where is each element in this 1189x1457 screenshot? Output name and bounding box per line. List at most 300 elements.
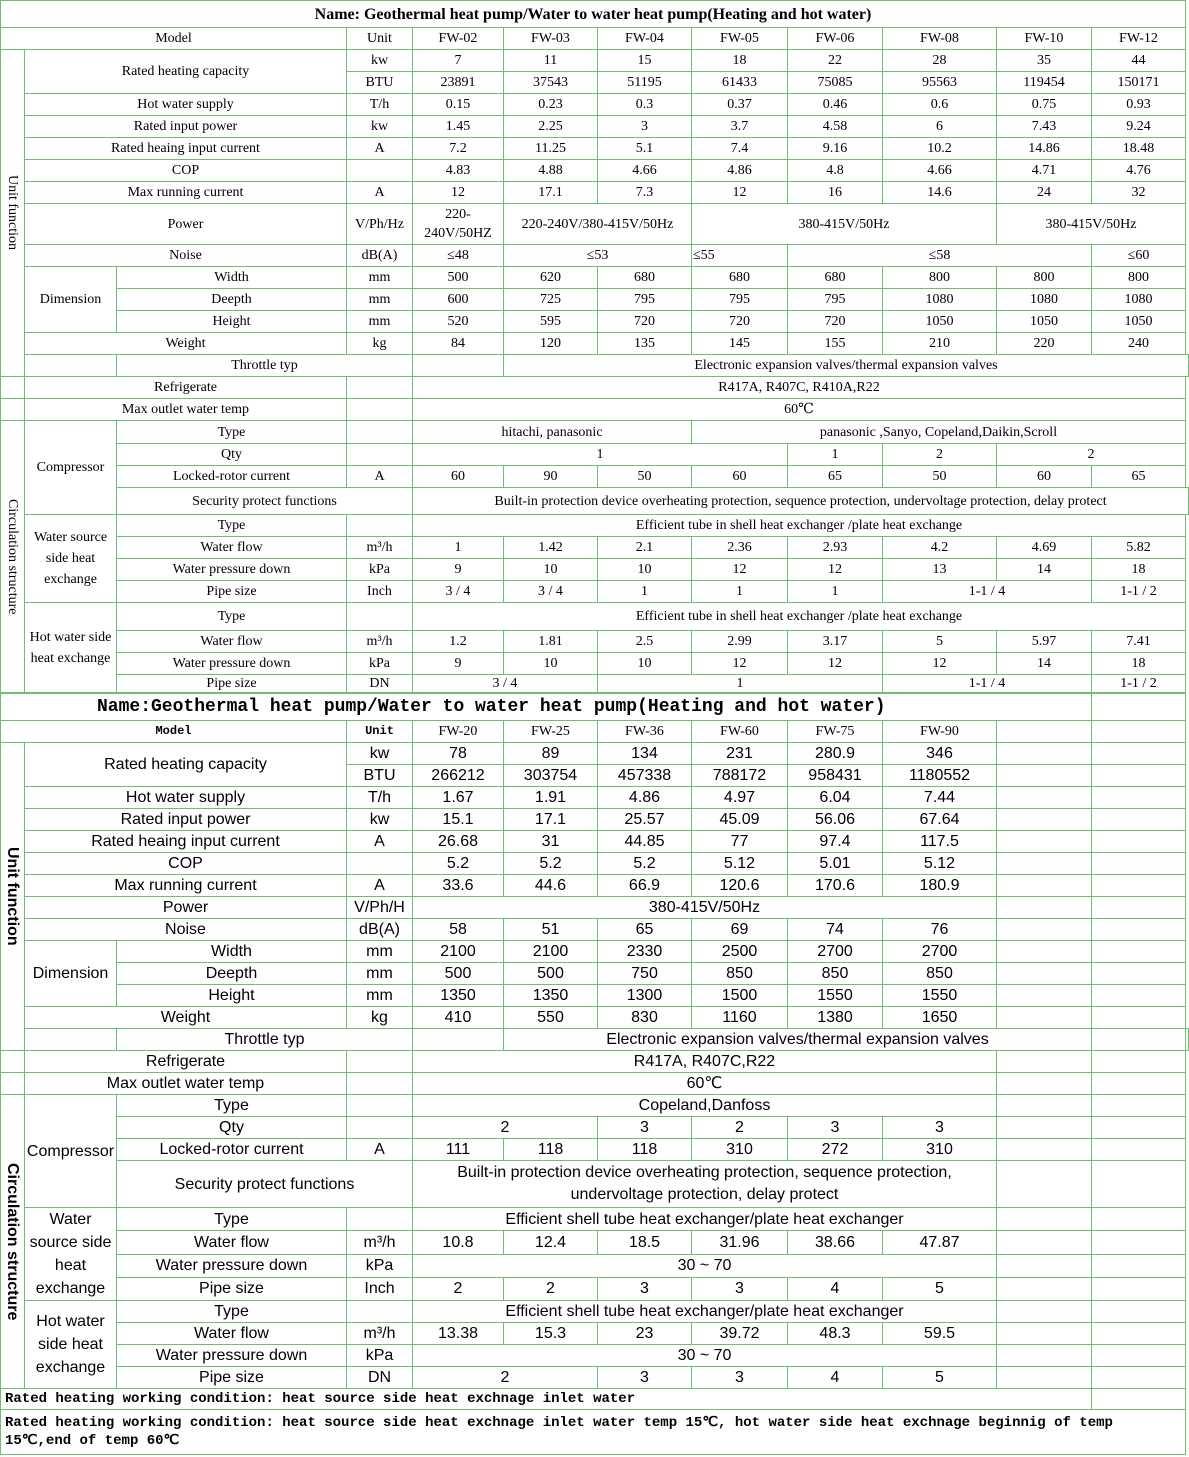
row-label: Max running current bbox=[25, 182, 347, 204]
unit-cell: m³/h bbox=[347, 1231, 413, 1254]
unit-cell: kPa bbox=[347, 559, 413, 581]
value-cell: 7.44 bbox=[883, 787, 997, 809]
value-cell: 210 bbox=[883, 333, 997, 355]
value-cell: 10 bbox=[598, 653, 692, 675]
value-cell: 22 bbox=[788, 50, 883, 72]
value-cell: 2330 bbox=[598, 941, 692, 963]
value-cell: 1350 bbox=[413, 985, 504, 1007]
value-cell: 1 bbox=[692, 581, 788, 603]
row-label: Power bbox=[25, 897, 347, 919]
value-cell: 15 bbox=[598, 50, 692, 72]
value-cell: 0.46 bbox=[788, 94, 883, 116]
value-cell: 89 bbox=[504, 743, 598, 765]
value-cell: 15.1 bbox=[413, 809, 504, 831]
value-cell: 1160 bbox=[692, 1007, 788, 1029]
row-label: Water pressure down bbox=[117, 1254, 347, 1277]
value-cell: 23 bbox=[598, 1323, 692, 1345]
value-cell: 10.8 bbox=[413, 1231, 504, 1254]
value-cell: 48.3 bbox=[788, 1323, 883, 1345]
value-cell: 500 bbox=[413, 963, 504, 985]
value-cell: 800 bbox=[997, 267, 1092, 289]
value-cell: 4.71 bbox=[997, 160, 1092, 182]
unit-cell: kg bbox=[347, 1007, 413, 1029]
btu-value: 788172 bbox=[692, 765, 788, 787]
value-cell: 12 bbox=[788, 653, 883, 675]
row-label-hot-water: Hot water side heat exchange bbox=[25, 1301, 117, 1389]
value-cell: 28 bbox=[883, 50, 997, 72]
value-cell: 51 bbox=[504, 919, 598, 941]
row-label: Weight bbox=[25, 333, 347, 355]
value-cell: 9 bbox=[413, 653, 504, 675]
row-label: Pipe size bbox=[117, 1277, 347, 1300]
value-cell: 35 bbox=[997, 50, 1092, 72]
value-cell: ≤55 bbox=[692, 245, 788, 267]
value-cell: 10 bbox=[598, 559, 692, 581]
value-cell: 4.8 bbox=[788, 160, 883, 182]
btu-value: 303754 bbox=[504, 765, 598, 787]
row-label: Max outlet water temp bbox=[25, 1073, 347, 1095]
value-cell: 4 bbox=[788, 1277, 883, 1300]
btu-value: 23891 bbox=[413, 72, 504, 94]
value-cell: 680 bbox=[788, 267, 883, 289]
value-cell: 18.48 bbox=[1092, 138, 1186, 160]
value-cell: 410 bbox=[413, 1007, 504, 1029]
row-label: Refrigerate bbox=[25, 1051, 347, 1073]
value-cell: 3 / 4 bbox=[413, 581, 504, 603]
value-cell: 13.38 bbox=[413, 1323, 504, 1345]
row-label: Throttle typ bbox=[117, 355, 413, 377]
row-label: Throttle typ bbox=[117, 1029, 413, 1051]
btu-value: 266212 bbox=[413, 765, 504, 787]
value-cell: 1080 bbox=[997, 289, 1092, 311]
value-cell: 50 bbox=[883, 466, 997, 488]
unit-cell: T/h bbox=[347, 787, 413, 809]
value-cell: 56.06 bbox=[788, 809, 883, 831]
value-cell: 3 bbox=[692, 1277, 788, 1300]
value-cell: 14 bbox=[997, 653, 1092, 675]
value-cell: 795 bbox=[692, 289, 788, 311]
value-cell: 0.75 bbox=[997, 94, 1092, 116]
value-cell: 25.57 bbox=[598, 809, 692, 831]
unit-cell: dB(A) bbox=[347, 245, 413, 267]
value-cell: 5.2 bbox=[413, 853, 504, 875]
value-cell: 1.81 bbox=[504, 631, 598, 653]
value-cell: 795 bbox=[598, 289, 692, 311]
unit-cell: kPa bbox=[347, 653, 413, 675]
value-cell: 76 bbox=[883, 919, 997, 941]
value-cell: 2100 bbox=[413, 941, 504, 963]
value-cell: 4 bbox=[788, 1367, 883, 1389]
btu-value: 958431 bbox=[788, 765, 883, 787]
value-cell: 3 / 4 bbox=[504, 581, 598, 603]
value-cell: 6 bbox=[883, 116, 997, 138]
value-cell: 750 bbox=[598, 963, 692, 985]
value-cell: R417A, R407C,R22 bbox=[413, 1051, 997, 1073]
value-cell: 7.41 bbox=[1092, 631, 1186, 653]
row-label: Height bbox=[117, 985, 347, 1007]
value-cell: Built-in protection device overheating protection, sequence protection, undervoltage protection, delay protect bbox=[413, 1161, 997, 1208]
value-cell: 118 bbox=[598, 1139, 692, 1161]
value-cell: 7.3 bbox=[598, 182, 692, 204]
value-cell: 220-240V/50HZ bbox=[413, 204, 504, 245]
value-cell: 13 bbox=[883, 559, 997, 581]
value-cell: 11.25 bbox=[504, 138, 598, 160]
value-cell: 155 bbox=[788, 333, 883, 355]
value-cell: 12 bbox=[692, 653, 788, 675]
value-cell: 1650 bbox=[883, 1007, 997, 1029]
value-cell: 5.82 bbox=[1092, 537, 1186, 559]
row-label-dimension: Dimension bbox=[25, 941, 117, 1007]
value-cell: ≤58 bbox=[788, 245, 1092, 267]
value-cell: 17.1 bbox=[504, 182, 598, 204]
value-cell: 5 bbox=[883, 631, 997, 653]
note-full: Rated heating working condition: heat source side heat exchnage inlet water temp 15℃, hot water side heat exchnage beginnig of temp 15℃,end of temp 60℃ bbox=[1, 1410, 1186, 1455]
value-cell: 18.5 bbox=[598, 1231, 692, 1254]
unit-cell: kw bbox=[347, 743, 413, 765]
row-label: Type bbox=[117, 1095, 347, 1117]
row-label: Rated heaing input current bbox=[25, 831, 347, 853]
value-cell: 4.97 bbox=[692, 787, 788, 809]
model-col: FW-05 bbox=[692, 28, 788, 50]
btu-value: 37543 bbox=[504, 72, 598, 94]
model-col: FW-90 bbox=[883, 721, 997, 743]
unit-cell: kPa bbox=[347, 1345, 413, 1367]
value-cell: 2.99 bbox=[692, 631, 788, 653]
unit-cell: A bbox=[347, 182, 413, 204]
value-cell: 500 bbox=[504, 963, 598, 985]
value-cell: 12 bbox=[692, 182, 788, 204]
value-cell: 231 bbox=[692, 743, 788, 765]
value-cell: 1-1 / 4 bbox=[883, 581, 1092, 603]
value-cell: 850 bbox=[692, 963, 788, 985]
value-cell: panasonic ,Sanyo, Copeland,Daikin,Scroll bbox=[692, 421, 1186, 444]
value-cell: 595 bbox=[504, 311, 598, 333]
value-cell: 1.42 bbox=[504, 537, 598, 559]
value-cell: 1550 bbox=[883, 985, 997, 1007]
row-label: Power bbox=[25, 204, 347, 245]
value-cell: 380-415V/50Hz bbox=[997, 204, 1186, 245]
value-cell: 111 bbox=[413, 1139, 504, 1161]
btu-value: 457338 bbox=[598, 765, 692, 787]
value-cell: Efficient tube in shell heat exchanger /plate heat exchange bbox=[413, 515, 1186, 537]
unit-cell: BTU bbox=[347, 72, 413, 94]
unit-cell: m³/h bbox=[347, 537, 413, 559]
row-label: Security protect functions bbox=[117, 488, 413, 515]
row-label: Hot water supply bbox=[25, 787, 347, 809]
section-circulation-structure: Circulation structure bbox=[1, 1095, 25, 1389]
value-cell: 58 bbox=[413, 919, 504, 941]
btu-value: 1180552 bbox=[883, 765, 997, 787]
value-cell: 4.83 bbox=[413, 160, 504, 182]
row-label: Refrigerate bbox=[25, 377, 347, 399]
unit-cell: A bbox=[347, 875, 413, 897]
value-cell: 0.93 bbox=[1092, 94, 1186, 116]
btu-value: 119454 bbox=[997, 72, 1092, 94]
value-cell: 600 bbox=[413, 289, 504, 311]
value-cell: 30 ~ 70 bbox=[413, 1254, 997, 1277]
unit-cell: DN bbox=[347, 1367, 413, 1389]
value-cell: 60℃ bbox=[413, 399, 1186, 421]
value-cell: 10 bbox=[504, 559, 598, 581]
value-cell: 97.4 bbox=[788, 831, 883, 853]
value-cell: 3 bbox=[788, 1117, 883, 1139]
unit-cell: m³/h bbox=[347, 631, 413, 653]
unit-cell: A bbox=[347, 466, 413, 488]
value-cell: 4.2 bbox=[883, 537, 997, 559]
value-cell: 117.5 bbox=[883, 831, 997, 853]
row-label: Water pressure down bbox=[117, 653, 347, 675]
row-label: Water flow bbox=[117, 537, 347, 559]
value-cell: 725 bbox=[504, 289, 598, 311]
row-label: Hot water supply bbox=[25, 94, 347, 116]
value-cell: 720 bbox=[692, 311, 788, 333]
unit-cell bbox=[347, 853, 413, 875]
value-cell: 4.66 bbox=[883, 160, 997, 182]
unit-cell: V/Ph/Hz bbox=[347, 204, 413, 245]
value-cell: 4.86 bbox=[598, 787, 692, 809]
value-cell: 67.64 bbox=[883, 809, 997, 831]
table-1-title: Name: Geothermal heat pump/Water to water heat pump(Heating and hot water) bbox=[1, 1, 1186, 28]
row-label: Height bbox=[117, 311, 347, 333]
value-cell: 9.24 bbox=[1092, 116, 1186, 138]
value-cell: 120 bbox=[504, 333, 598, 355]
value-cell: 5.2 bbox=[504, 853, 598, 875]
value-cell: 2.1 bbox=[598, 537, 692, 559]
unit-cell: BTU bbox=[347, 765, 413, 787]
value-cell: 2 bbox=[997, 444, 1186, 466]
value-cell: 1.91 bbox=[504, 787, 598, 809]
value-cell: 12.4 bbox=[504, 1231, 598, 1254]
row-label: COP bbox=[25, 160, 347, 182]
value-cell: 1050 bbox=[1092, 311, 1186, 333]
btu-value: 75085 bbox=[788, 72, 883, 94]
value-cell: 272 bbox=[788, 1139, 883, 1161]
value-cell: 1 bbox=[598, 581, 692, 603]
value-cell: 4.69 bbox=[997, 537, 1092, 559]
value-cell: Efficient tube in shell heat exchanger /plate heat exchange bbox=[413, 603, 1186, 631]
value-cell: 2.5 bbox=[598, 631, 692, 653]
value-cell: 24 bbox=[997, 182, 1092, 204]
row-label: Qty bbox=[117, 1117, 347, 1139]
value-cell: 5.2 bbox=[598, 853, 692, 875]
model-col: FW-10 bbox=[997, 28, 1092, 50]
row-label: Locked-rotor current bbox=[117, 466, 347, 488]
value-cell: 38.66 bbox=[788, 1231, 883, 1254]
value-cell: 10 bbox=[504, 653, 598, 675]
unit-cell: A bbox=[347, 831, 413, 853]
row-label-compressor: Compressor bbox=[25, 1095, 117, 1208]
row-label: Water flow bbox=[117, 1231, 347, 1254]
row-label: Type bbox=[117, 1301, 347, 1323]
value-cell: 50 bbox=[598, 466, 692, 488]
value-cell: 3 / 4 bbox=[413, 675, 598, 693]
row-label: Pipe size bbox=[117, 1367, 347, 1389]
row-label: Noise bbox=[25, 919, 347, 941]
row-label: Type bbox=[117, 515, 347, 537]
value-cell: 4.88 bbox=[504, 160, 598, 182]
value-cell: 4.66 bbox=[598, 160, 692, 182]
value-cell: 2100 bbox=[504, 941, 598, 963]
value-cell: 17.1 bbox=[504, 809, 598, 831]
value-cell: 0.37 bbox=[692, 94, 788, 116]
value-cell: 60 bbox=[413, 466, 504, 488]
unit-cell: kw bbox=[347, 116, 413, 138]
unit-cell: mm bbox=[347, 311, 413, 333]
value-cell: 850 bbox=[883, 963, 997, 985]
value-cell: 2 bbox=[413, 1367, 598, 1389]
value-cell: 2 bbox=[883, 444, 997, 466]
btu-value: 61433 bbox=[692, 72, 788, 94]
value-cell: 18 bbox=[1092, 559, 1186, 581]
value-cell: 170.6 bbox=[788, 875, 883, 897]
value-cell: ≤48 bbox=[413, 245, 504, 267]
value-cell: 26.68 bbox=[413, 831, 504, 853]
row-label: Rated heating capacity bbox=[25, 50, 347, 94]
spec-table-2 bbox=[0, 693, 1189, 1455]
value-cell: 310 bbox=[692, 1139, 788, 1161]
value-cell: 65 bbox=[598, 919, 692, 941]
value-cell: 30 ~ 70 bbox=[413, 1345, 997, 1367]
value-cell: 60 bbox=[997, 466, 1092, 488]
value-cell: 66.9 bbox=[598, 875, 692, 897]
value-cell: 180.9 bbox=[883, 875, 997, 897]
value-cell: 7.4 bbox=[692, 138, 788, 160]
value-cell: Efficient shell tube heat exchanger/plate heat exchanger bbox=[413, 1301, 997, 1323]
value-cell: 830 bbox=[598, 1007, 692, 1029]
row-label: Pipe size bbox=[117, 675, 347, 693]
value-cell: 1 bbox=[413, 537, 504, 559]
value-cell: 3 bbox=[598, 1277, 692, 1300]
model-col: FW-75 bbox=[788, 721, 883, 743]
value-cell: 620 bbox=[504, 267, 598, 289]
unit-cell: kPa bbox=[347, 1254, 413, 1277]
value-cell: 60℃ bbox=[413, 1073, 997, 1095]
value-cell: 1-1 / 4 bbox=[883, 675, 1092, 693]
value-cell: 44 bbox=[1092, 50, 1186, 72]
value-cell: 2700 bbox=[883, 941, 997, 963]
value-cell: hitachi, panasonic bbox=[413, 421, 692, 444]
spec-table-1 bbox=[0, 0, 1189, 693]
unit-cell: mm bbox=[347, 985, 413, 1007]
value-cell: 16 bbox=[788, 182, 883, 204]
row-label: Rated input power bbox=[25, 809, 347, 831]
value-cell: 12 bbox=[788, 559, 883, 581]
value-cell: 5 bbox=[883, 1367, 997, 1389]
value-cell: 5.1 bbox=[598, 138, 692, 160]
value-cell: 39.72 bbox=[692, 1323, 788, 1345]
row-label: Type bbox=[117, 1208, 347, 1231]
value-cell: 220-240V/380-415V/50Hz bbox=[504, 204, 692, 245]
value-cell: 1-1 / 2 bbox=[1092, 675, 1186, 693]
value-cell: 65 bbox=[1092, 466, 1186, 488]
value-cell: 0.3 bbox=[598, 94, 692, 116]
value-cell: 5.12 bbox=[883, 853, 997, 875]
value-cell: 65 bbox=[788, 466, 883, 488]
value-cell: 2 bbox=[413, 1117, 598, 1139]
row-label: Noise bbox=[25, 245, 347, 267]
value-cell: 240 bbox=[1092, 333, 1186, 355]
btu-value: 51195 bbox=[598, 72, 692, 94]
value-cell: 32 bbox=[1092, 182, 1186, 204]
value-cell: 14.6 bbox=[883, 182, 997, 204]
value-cell: 6.04 bbox=[788, 787, 883, 809]
value-cell: 31 bbox=[504, 831, 598, 853]
value-cell: 31.96 bbox=[692, 1231, 788, 1254]
value-cell: 74 bbox=[788, 919, 883, 941]
value-cell: 90 bbox=[504, 466, 598, 488]
unit-cell: A bbox=[347, 1139, 413, 1161]
unit-cell: A bbox=[347, 138, 413, 160]
value-cell: 1.67 bbox=[413, 787, 504, 809]
value-cell: 2 bbox=[692, 1117, 788, 1139]
value-cell: 3 bbox=[883, 1117, 997, 1139]
value-cell: 2.25 bbox=[504, 116, 598, 138]
value-cell: 220 bbox=[997, 333, 1092, 355]
value-cell: 12 bbox=[413, 182, 504, 204]
section-unit-function: Unit function bbox=[1, 743, 25, 1051]
value-cell: 14.86 bbox=[997, 138, 1092, 160]
value-cell: 3.17 bbox=[788, 631, 883, 653]
value-cell: 800 bbox=[883, 267, 997, 289]
unit-cell bbox=[347, 160, 413, 182]
row-label: Rated heaing input current bbox=[25, 138, 347, 160]
row-label: Water pressure down bbox=[117, 559, 347, 581]
value-cell: 18 bbox=[692, 50, 788, 72]
value-cell: 1050 bbox=[997, 311, 1092, 333]
value-cell: 795 bbox=[788, 289, 883, 311]
unit-cell: kw bbox=[347, 50, 413, 72]
value-cell: 550 bbox=[504, 1007, 598, 1029]
value-cell: 1080 bbox=[883, 289, 997, 311]
value-cell: 2.93 bbox=[788, 537, 883, 559]
unit-cell: dB(A) bbox=[347, 919, 413, 941]
model-header: Model bbox=[1, 28, 347, 50]
value-cell: 45.09 bbox=[692, 809, 788, 831]
value-cell: 2700 bbox=[788, 941, 883, 963]
value-cell: 1 bbox=[413, 444, 788, 466]
unit-cell: mm bbox=[347, 941, 413, 963]
value-cell: 5 bbox=[883, 1277, 997, 1300]
btu-value: 95563 bbox=[883, 72, 997, 94]
row-label: Rated input power bbox=[25, 116, 347, 138]
row-label: Qty bbox=[117, 444, 347, 466]
model-col: FW-36 bbox=[598, 721, 692, 743]
note-short: Rated heating working condition: heat source side heat exchnage inlet water bbox=[1, 1389, 1092, 1410]
section-unit-function: Unit function bbox=[1, 50, 25, 377]
value-cell: 0.6 bbox=[883, 94, 997, 116]
value-cell: 5.12 bbox=[692, 853, 788, 875]
unit-cell: kg bbox=[347, 333, 413, 355]
unit-cell: m³/h bbox=[347, 1323, 413, 1345]
model-col: FW-06 bbox=[788, 28, 883, 50]
value-cell: 145 bbox=[692, 333, 788, 355]
row-label: Locked-rotor current bbox=[117, 1139, 347, 1161]
row-label-water-source: Water source side heat exchange bbox=[25, 515, 117, 603]
row-label: Width bbox=[117, 941, 347, 963]
value-cell: 800 bbox=[1092, 267, 1186, 289]
value-cell: ≤60 bbox=[1092, 245, 1186, 267]
unit-cell: mm bbox=[347, 289, 413, 311]
value-cell: Electronic expansion valves/thermal expansion valves bbox=[504, 355, 1189, 377]
unit-cell: DN bbox=[347, 675, 413, 693]
unit-cell: T/h bbox=[347, 94, 413, 116]
row-label-dimension: Dimension bbox=[25, 267, 117, 333]
row-label: Type bbox=[117, 421, 347, 444]
model-col: FW-20 bbox=[413, 721, 504, 743]
value-cell: 18 bbox=[1092, 653, 1186, 675]
unit-cell: Inch bbox=[347, 581, 413, 603]
value-cell: Copeland,Danfoss bbox=[413, 1095, 997, 1117]
